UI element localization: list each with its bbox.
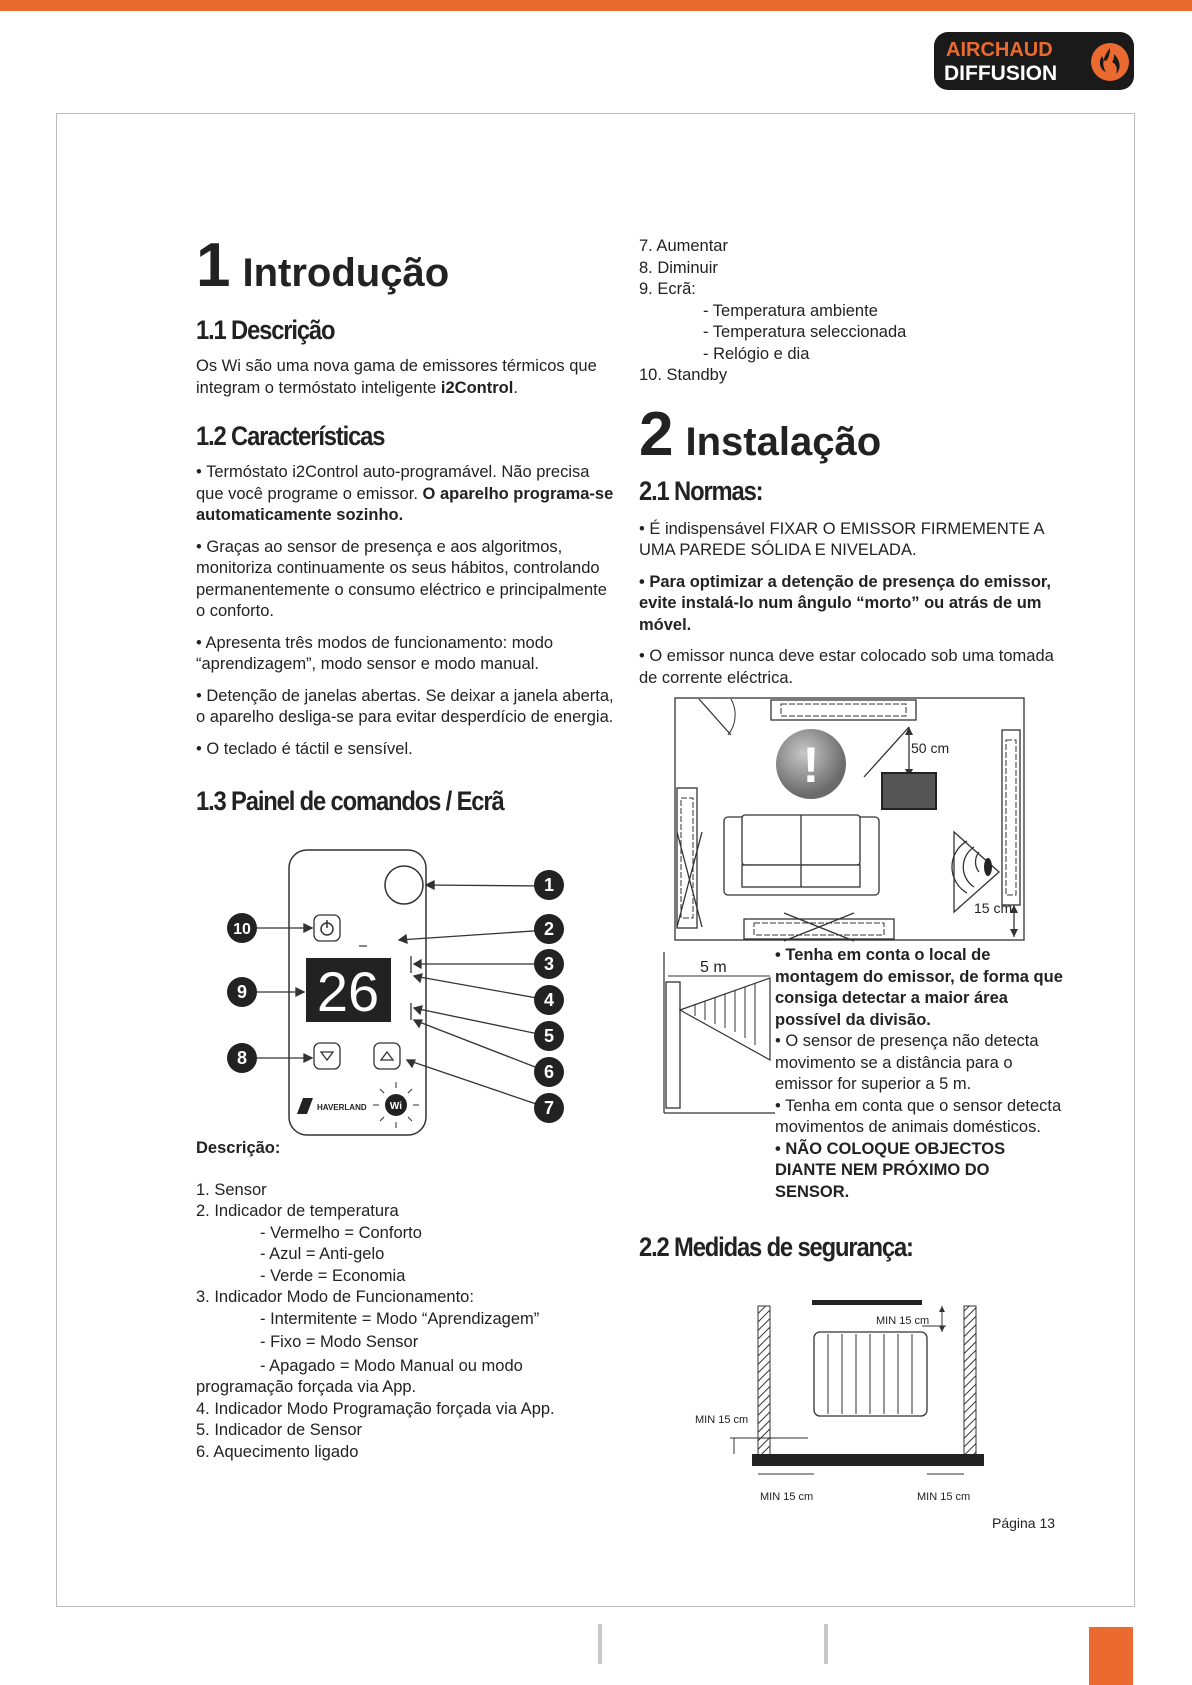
svg-text:50 cm: 50 cm <box>911 740 950 756</box>
feature-2: • Graças ao sensor de presença e aos algoritmos, monitoriza continuamente os seus hábitos, controlando permanentemente o consumo eléctrico e principalmente o conforto. <box>196 537 607 620</box>
svg-text:HAVERLAND: HAVERLAND <box>317 1103 367 1112</box>
desc-item-2a: - Vermelho = Conforto <box>260 1223 422 1242</box>
sensor-note-2: • O sensor de presença não detecta movimento se a distância para o emissor for superior a 5 m. <box>775 1032 1039 1093</box>
sensor-notes <box>775 945 1065 1203</box>
page-number: Página 13 <box>992 1515 1056 1531</box>
list-item-10: 10. Standby <box>639 366 728 384</box>
description-list <box>196 1138 616 1463</box>
sensor-note-1: • Tenha em conta o local de montagem do emissor, de forma que consiga detectar a maior área possível da divisão. <box>775 946 1063 1029</box>
desc-item-6: 6. Aquecimento ligado <box>196 1442 359 1461</box>
sensor-range-diagram <box>660 950 780 1115</box>
section-1-3-heading: 1.3 Painel de comandos / Ecrã <box>196 786 504 816</box>
svg-text:Wi: Wi <box>389 1101 403 1112</box>
svg-text:5: 5 <box>543 1026 555 1046</box>
svg-text:DIFFUSION: DIFFUSION <box>944 62 1058 85</box>
radiator-right <box>1002 730 1020 905</box>
footer-separator <box>598 1624 602 1664</box>
room-placement-diagram <box>674 697 1026 942</box>
svg-text:8: 8 <box>236 1048 248 1068</box>
norm-3: • O emissor nunca deve estar colocado sob uma tomada de corrente eléctrica. <box>639 647 1054 687</box>
svg-text:4: 4 <box>543 990 555 1010</box>
section-1-1-heading: 1.1 Descrição <box>196 315 335 345</box>
norm-1: • É indispensável FIXAR O EMISSOR FIRMEMENTE A UMA PAREDE SÓLIDA E NIVELADA. <box>639 519 1044 559</box>
feature-4: • Detenção de janelas abertas. Se deixar a janela aberta, o aparelho desliga-se para evitar desperdício de energia. <box>196 686 614 726</box>
sensor-note-4: • NÃO COLOQUE OBJECTOS DIANTE NEM PRÓXIMO DO SENSOR. <box>775 1139 1006 1201</box>
desc-item-2c: - Verde = Economia <box>260 1266 406 1285</box>
left-column <box>196 230 616 817</box>
desc-item-2: 2. Indicador de temperatura <box>196 1202 399 1220</box>
list-item-7: 7. Aumentar <box>639 237 728 255</box>
svg-text:1: 1 <box>543 875 555 895</box>
svg-text:AIRCHAUD: AIRCHAUD <box>946 39 1053 61</box>
svg-text:7: 7 <box>543 1098 555 1118</box>
right-column <box>639 236 1069 699</box>
list-item-9a: - Temperatura ambiente <box>703 301 878 320</box>
top-accent-bar <box>0 0 1192 11</box>
feature-5: • O teclado é táctil e sensível. <box>196 739 413 758</box>
svg-text:26: 26 <box>316 960 380 1023</box>
radiator-top <box>771 700 916 720</box>
desc-item-3c: - Apagado = Modo Manual ou modo <box>260 1356 523 1375</box>
svg-text:9: 9 <box>236 982 248 1002</box>
list-item-8: 8. Diminuir <box>639 258 718 277</box>
section-2-heading: 2 Instalação <box>639 399 882 469</box>
description-paragraph: Os Wi são uma nova gama de emissores térmicos que integram o termóstato inteligente i2Control. <box>196 357 597 397</box>
desc-item-3d: programação forçada via App. <box>196 1378 417 1396</box>
desc-item-3: 3. Indicador Modo de Funcionamento: <box>196 1288 474 1306</box>
desc-item-3b: - Fixo = Modo Sensor <box>260 1333 419 1351</box>
desc-item-2b: - Azul = Anti-gelo <box>260 1245 385 1263</box>
svg-text:15 cm: 15 cm <box>974 900 1013 916</box>
svg-text:2: 2 <box>543 919 555 939</box>
list-item-9b: - Temperatura seleccionada <box>703 323 907 341</box>
svg-text:MIN 15 cm: MIN 15 cm <box>917 1491 971 1503</box>
svg-text:MIN 15 cm: MIN 15 cm <box>695 1414 749 1426</box>
control-panel-diagram <box>215 848 585 1138</box>
svg-text:MIN 15 cm: MIN 15 cm <box>876 1315 930 1327</box>
clearance-diagram <box>690 1296 990 1506</box>
airchaud-logo <box>934 32 1134 90</box>
svg-text:3: 3 <box>543 954 555 974</box>
section-2-2-heading: 2.2 Medidas de segurança: <box>639 1232 913 1262</box>
svg-text:5 m: 5 m <box>700 959 727 976</box>
section-2-1-heading: 2.1 Normas: <box>639 475 763 506</box>
svg-text:!: ! <box>802 737 820 793</box>
svg-text:10: 10 <box>233 921 251 938</box>
section-1-heading: 1 Introdução <box>196 231 450 300</box>
sensor-note-3: • Tenha em conta que o sensor detecta movimentos de animais domésticos. <box>775 1096 1062 1136</box>
description-title: Descrição: <box>196 1139 281 1157</box>
footer-accent-block <box>1089 1627 1133 1685</box>
norm-2: • Para optimizar a detenção de presença do emissor, evite instalá-lo num ângulo “morto” ou atrás de um móvel. <box>639 572 1052 634</box>
desc-item-3a: - Intermitente = Modo “Aprendizagem” <box>260 1309 540 1328</box>
desc-item-5: 5. Indicador de Sensor <box>196 1421 363 1439</box>
feature-1: • Termóstato i2Control auto-programável. Não precisa que você programe o emissor. O aparelho programa-se automaticamente sozinho. <box>196 463 614 524</box>
section-1-2-heading: 1.2 Características <box>196 421 385 451</box>
sofa <box>724 815 879 895</box>
list-item-9: 9. Ecrã: <box>639 280 696 298</box>
list-item-9c: - Relógio e dia <box>703 344 810 363</box>
desc-item-1: 1. Sensor <box>196 1180 267 1199</box>
svg-text:6: 6 <box>543 1062 555 1082</box>
footer-separator <box>824 1624 828 1664</box>
svg-text:MIN 15 cm: MIN 15 cm <box>760 1491 814 1503</box>
feature-3: • Apresenta três modos de funcionamento: modo “aprendizagem”, modo sensor e modo manual. <box>196 633 554 673</box>
desc-item-4: 4. Indicador Modo Programação forçada via App. <box>196 1399 555 1418</box>
